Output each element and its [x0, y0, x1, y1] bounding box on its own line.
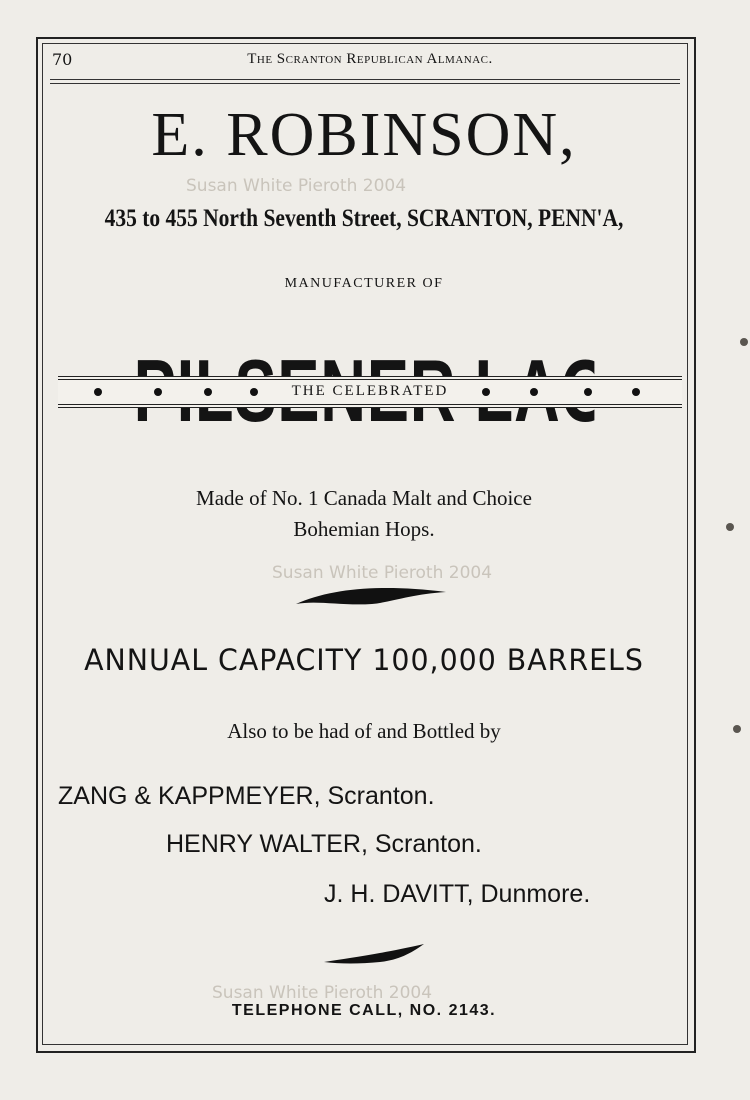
- made-of-line-1: Made of No. 1 Canada Malt and Choice: [196, 486, 532, 510]
- running-head: The Scranton Republican Almanac.: [247, 51, 493, 67]
- manufacturer-line: MANUFACTURER OF: [284, 276, 444, 291]
- dealer-zang-kappmeyer: ZANG & KAPPMEYER, Scranton.: [58, 782, 435, 810]
- dealer-henry-walter: HENRY WALTER, Scranton.: [166, 830, 482, 858]
- celebrated-banner: [58, 376, 682, 408]
- binding-hole: [733, 725, 741, 733]
- dealer-jh-davitt: J. H. DAVITT, Dunmore.: [324, 880, 591, 908]
- header-rule: [50, 79, 680, 84]
- company-address: 435 to 455 North Seventh Street, SCRANTON, PENN'A,: [104, 205, 624, 232]
- watermark-3: Susan White Pieroth 2004: [212, 983, 433, 1003]
- banner-text: THE CELEBRATED: [284, 383, 457, 399]
- flourish-ornament-small-icon: [320, 940, 430, 966]
- telephone-number: TELEPHONE CALL, NO. 2143.: [231, 1002, 497, 1019]
- binding-hole: [726, 523, 734, 531]
- watermark-1: Susan White Pieroth 2004: [186, 176, 407, 196]
- watermark-2: Susan White Pieroth 2004: [272, 563, 493, 583]
- company-name: E. ROBINSON,: [151, 101, 577, 169]
- flourish-ornament-icon: [292, 582, 452, 610]
- annual-capacity: ANNUAL CAPACITY 100,000 BARRELS: [84, 643, 644, 677]
- page-number: 70: [52, 50, 73, 69]
- bottled-by-line: Also to be had of and Bottled by: [227, 719, 501, 743]
- made-of-line-2: Bohemian Hops.: [293, 517, 435, 541]
- binding-hole: [740, 338, 748, 346]
